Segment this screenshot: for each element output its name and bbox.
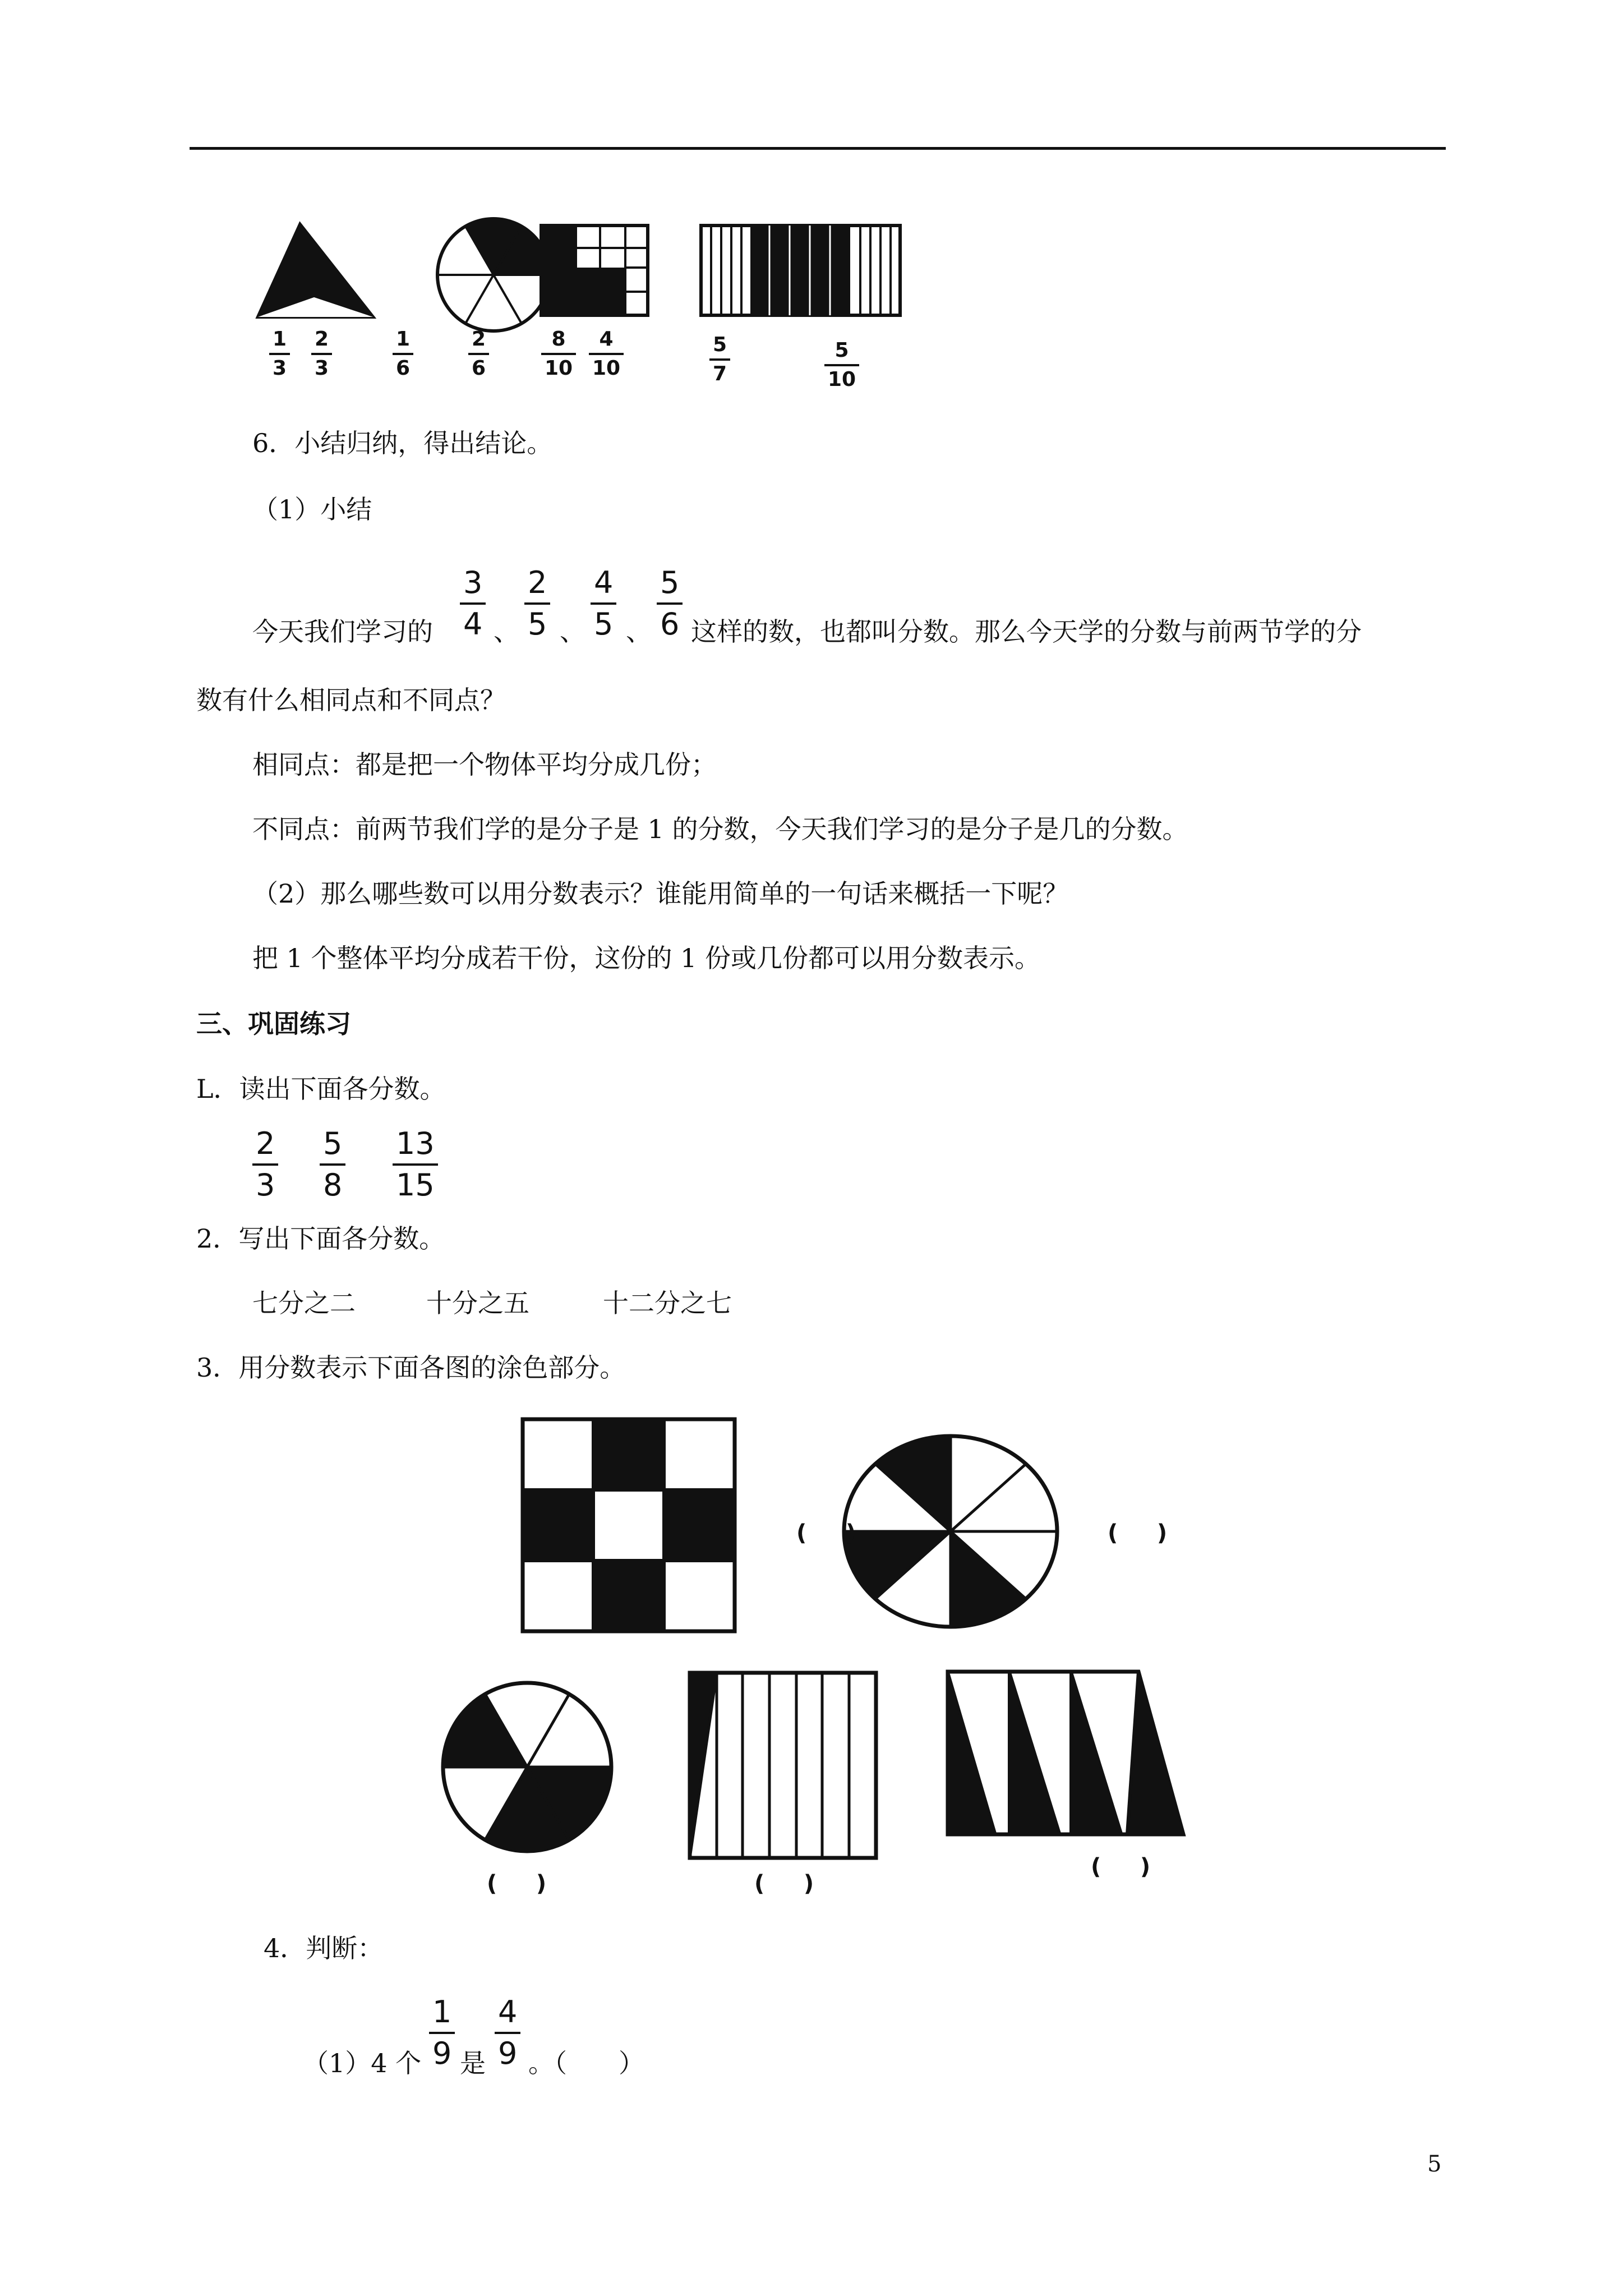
q3-answer-1[interactable]: ( ) xyxy=(796,1520,856,1546)
q2-item-1: 七分之二 xyxy=(252,1288,356,1318)
grid-figure xyxy=(523,1419,735,1631)
q4-1-frac-a: 1 9 xyxy=(429,1996,455,2070)
q3-answer-5[interactable]: ( ) xyxy=(1091,1854,1151,1880)
triangles-figure xyxy=(948,1672,1183,1834)
q4-1-after: 。（ ） xyxy=(528,2048,644,2078)
circle-frac-a: 1 6 xyxy=(393,328,413,380)
section3-heading: 三、巩固练习 xyxy=(196,1009,351,1039)
q4-1-before: （1）4 个 xyxy=(303,2048,422,2078)
header-rule xyxy=(190,147,1446,150)
ellipse-figure xyxy=(844,1436,1057,1627)
circle-frac-b: 2 6 xyxy=(468,328,489,380)
section6-heading: 6．小结归纳，得出结论。 xyxy=(252,428,553,458)
triangle-figure xyxy=(258,224,373,317)
section6-sub2: （2）那么哪些数可以用分数表示？谁能用简单的一句话来概括一下呢？ xyxy=(252,878,1069,909)
circle6-figure xyxy=(443,1683,611,1851)
strips-frac-b: 5 10 xyxy=(824,339,859,391)
p1-frac-3: 4 5 xyxy=(591,567,616,641)
p1-line2: 数有什么相同点和不同点？ xyxy=(196,685,506,715)
sep-1: 、 xyxy=(494,616,519,647)
tri-frac-b: 2 3 xyxy=(311,328,332,380)
q4-1-mid: 是 xyxy=(460,2048,486,2078)
q3-figures-row2 xyxy=(437,1660,1206,1879)
q4: 4．判断： xyxy=(264,1933,384,1963)
sep-2: 、 xyxy=(560,616,585,647)
p1-frac-4: 5 6 xyxy=(657,567,683,641)
q3-answer-4[interactable]: ( ) xyxy=(754,1871,814,1897)
q3: 3．用分数表示下面各图的涂色部分。 xyxy=(196,1352,626,1383)
circle-figure xyxy=(437,219,550,331)
q4-1-frac-b: 4 9 xyxy=(495,1996,520,2070)
square-frac-a: 8 10 xyxy=(541,328,576,380)
p1-before: 今天我们学习的 xyxy=(252,616,433,647)
diff-point: 不同点：前两节我们学的是分子是 1 的分数，今天我们学习的是分子是几的分数。 xyxy=(252,814,1188,844)
q2-item-3: 十二分之七 xyxy=(603,1288,732,1318)
section6-sub1: （1）小结 xyxy=(252,494,372,524)
q3-answer-2[interactable]: ( ) xyxy=(1108,1520,1168,1546)
q2: 2．写出下面各分数。 xyxy=(196,1223,445,1254)
answer: 把 1 个整体平均分成若干份，这份的 1 份或几份都可以用分数表示。 xyxy=(252,943,1041,973)
p1-frac-1: 3 4 xyxy=(460,567,486,641)
p1-after: 这样的数，也都叫分数。那么今天学的分数与前两节学的分 xyxy=(691,616,1362,647)
strips-figure xyxy=(701,226,900,315)
q1: L．读出下面各分数。 xyxy=(196,1074,446,1104)
same-point: 相同点：都是把一个物体平均分成几份； xyxy=(252,749,717,780)
rect-strips-figure xyxy=(690,1673,876,1858)
p1-frac-2: 2 5 xyxy=(524,567,550,641)
strips-frac-a: 5 7 xyxy=(709,334,730,385)
page-number: 5 xyxy=(1427,2151,1442,2177)
q2-item-2: 十分之五 xyxy=(426,1288,529,1318)
q1-frac-1: 2 3 xyxy=(252,1128,278,1202)
tri-frac-a: 1 3 xyxy=(269,328,290,380)
square-figure xyxy=(541,226,648,315)
sep-3: 、 xyxy=(626,616,652,647)
q1-frac-3: 13 15 xyxy=(393,1128,438,1202)
square-frac-b: 4 10 xyxy=(589,328,624,380)
q3-answer-3[interactable]: ( ) xyxy=(487,1871,547,1897)
top-figures xyxy=(247,213,937,337)
q1-frac-2: 5 8 xyxy=(320,1128,345,1202)
